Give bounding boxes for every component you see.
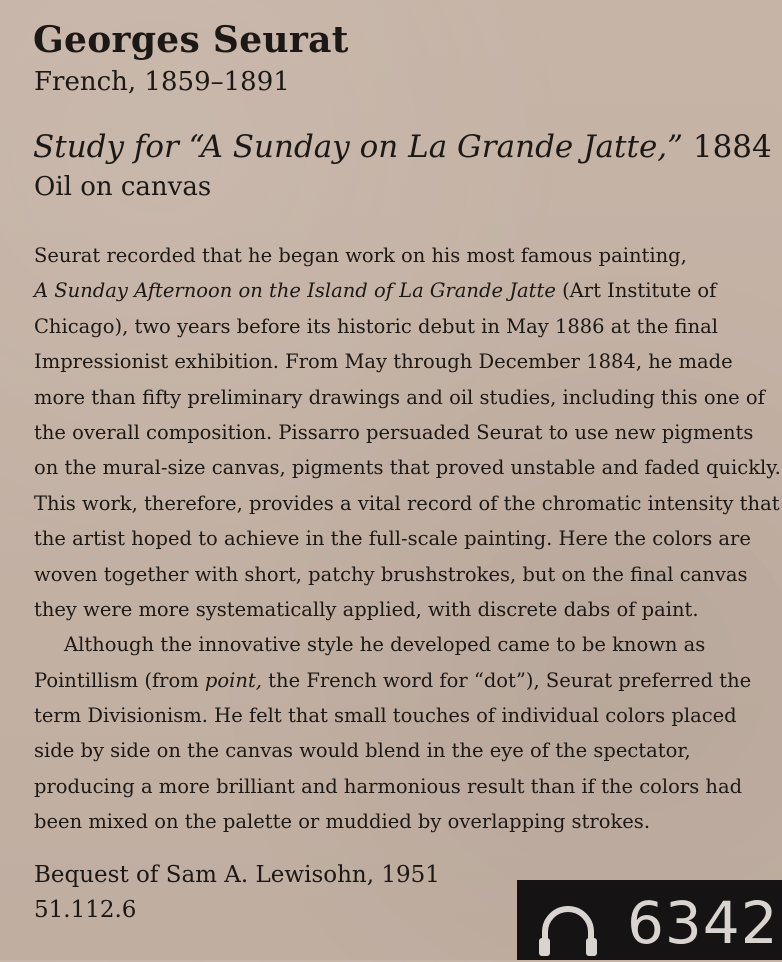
- description-line: [34, 663, 774, 698]
- description-line: term Divisionism. He felt that small touches of individual colors placed: [34, 704, 737, 728]
- artwork-medium: Oil on canvas: [34, 172, 212, 202]
- artwork-title: Study for “A Sunday on La Grande Jatte,”: [33, 129, 683, 165]
- description-line: on the mural-size canvas, pigments that proved unstable and faded quickly.: [34, 456, 781, 480]
- description-fragment: Pointillism (from: [34, 668, 205, 692]
- audio-guide-badge: [517, 880, 782, 960]
- description-line: more than fifty preliminary drawings and oil studies, including this one of: [34, 385, 765, 409]
- description-line: Seurat recorded that he began work on his most famous painting,: [34, 244, 687, 267]
- accession-number: 51.112.6: [34, 897, 137, 923]
- description-line: side by side on the canvas would blend in the eye of the spectator,: [34, 739, 691, 763]
- audio-guide-number: 6342: [627, 889, 779, 957]
- artwork-year: 1884: [692, 129, 772, 165]
- description-line: Impressionist exhibition. From May through December 1884, he made: [34, 350, 733, 374]
- italic-word: point,: [204, 668, 262, 692]
- description-text: [34, 238, 781, 840]
- description-line: producing a more brilliant and harmonious result than if the colors had: [34, 774, 743, 798]
- credit-line: Bequest of Sam A. Lewisohn, 1951: [34, 862, 440, 888]
- description-line: This work, therefore, provides a vital record of the chromatic intensity that: [34, 491, 780, 515]
- description-fragment: the French word for “dot”), Seurat preferred the: [261, 668, 752, 692]
- description-line: the artist hoped to achieve in the full-scale painting. Here the colors are: [34, 527, 751, 551]
- description-line: Chicago), two years before its historic debut in May 1886 at the final: [34, 314, 718, 338]
- artist-name: Georges Seurat: [33, 19, 349, 61]
- artist-nationality-dates: French, 1859–1891: [34, 67, 290, 97]
- description-line: they were more systematically applied, with discrete dabs of paint.: [34, 597, 699, 621]
- description-line: [34, 273, 774, 308]
- description-line: the overall composition. Pissarro persuaded Seurat to use new pigments: [34, 420, 754, 444]
- painting-title-italic: A Sunday Afternoon on the Island of La Grande Jatte: [34, 279, 556, 303]
- description-line: woven together with short, patchy brushstrokes, but on the final canvas: [34, 562, 748, 586]
- description-line: Although the innovative style he developed came to be known as: [64, 633, 706, 657]
- artwork-title-line: [33, 127, 772, 167]
- description-line: been mixed on the palette or muddied by overlapping strokes.: [34, 810, 651, 834]
- headphones-icon: [535, 900, 601, 958]
- description-fragment: (Art Institute of: [555, 279, 717, 303]
